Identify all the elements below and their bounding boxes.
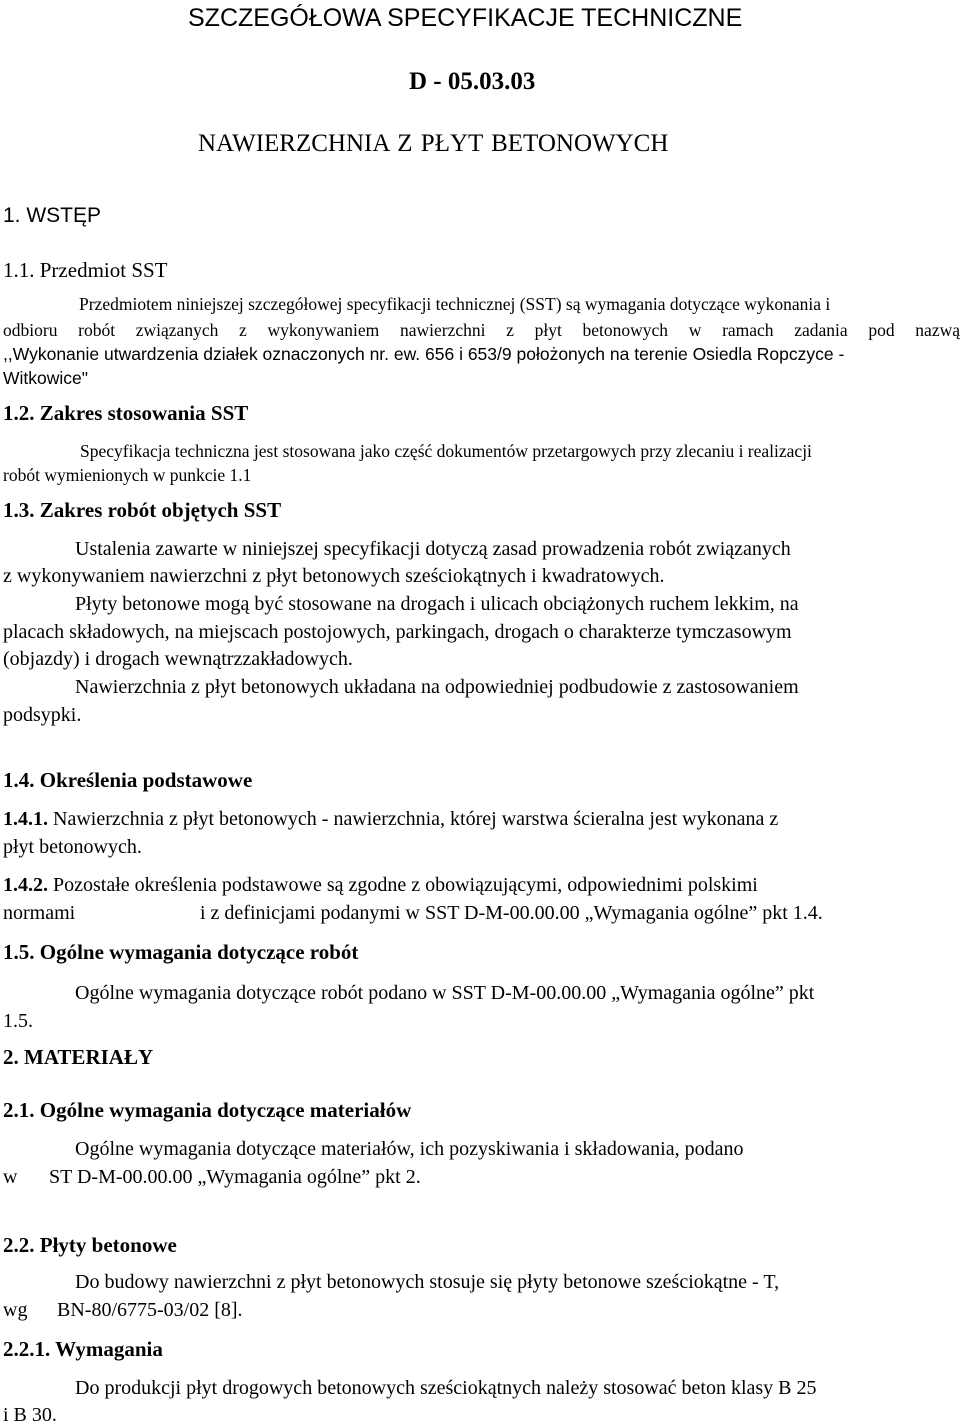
section-1-3-p2-line-1: Płyty betonowe mogą być stosowane na drogach i ulicach obciążonych ruchem lekkim, na — [75, 593, 799, 615]
definition-1-4-2-line-2-right: i z definicjami podanymi w SST D-M-00.00.00 „Wymagania ogólne” pkt 1.4. — [200, 902, 823, 924]
section-1-2-heading: 1.2. Zakres stosowania SST — [3, 401, 249, 425]
document-subtitle: NAWIERZCHNIA Z PŁYT BETONOWYCH — [198, 130, 669, 157]
section-2-2-1-line-1: Do produkcji płyt drogowych betonowych sześciokątnych należy stosować beton klasy B 25 — [75, 1377, 817, 1399]
section-2-2-1-heading: 2.2.1. Wymagania — [3, 1337, 163, 1361]
section-2-heading: 2. MATERIAŁY — [3, 1045, 154, 1069]
section-1-2-line-2: robót wymienionych w punkcie 1.1 — [3, 465, 252, 485]
section-1-1-line-2: odbioru robót związanych z wykonywaniem nawierzchni z płyt betonowych w ramach zadania pod nazwą — [3, 320, 960, 340]
definition-1-4-2 — [3, 874, 758, 897]
section-1-1-line-1: Przedmiotem niniejszej szczegółowej specyfikacji technicznej (SST) są wymagania dotyczące wykonania i — [79, 294, 831, 314]
section-1-1-line-3: ,,Wykonanie utwardzenia działek oznaczonych nr. ew. 656 i 653/9 położonych na terenie Osiedla Ropczyce - — [3, 344, 845, 364]
section-2-2-line-1: Do budowy nawierzchni z płyt betonowych stosuje się płyty betonowe sześciokątne - T, — [75, 1271, 780, 1293]
definition-1-4-2-line-2-left: normami — [3, 902, 76, 924]
definition-1-4-1-text: Nawierzchnia z płyt betonowych - nawierzchnia, której warstwa ścieralna jest wykonana z — [53, 808, 779, 830]
definition-1-4-1-number: 1.4.1. — [3, 808, 48, 830]
section-1-3-p1-line-1: Ustalenia zawarte w niniejszej specyfikacji dotyczą zasad prowadzenia robót związanych — [75, 538, 791, 560]
definition-1-4-2-text: Pozostałe określenia podstawowe są zgodne z obowiązującymi, odpowiednimi polskimi — [53, 874, 758, 896]
section-2-1-line-2-left: w — [3, 1166, 18, 1188]
section-2-2-heading: 2.2. Płyty betonowe — [3, 1233, 177, 1257]
section-1-1-heading: 1.1. Przedmiot SST — [3, 258, 168, 282]
section-2-1-line-2-right: ST D-M-00.00.00 „Wymagania ogólne” pkt 2. — [49, 1166, 421, 1188]
definition-1-4-2-number: 1.4.2. — [3, 874, 48, 896]
section-2-1-heading: 2.1. Ogólne wymagania dotyczące materiałów — [3, 1098, 412, 1122]
section-1-5-heading: 1.5. Ogólne wymagania dotyczące robót — [3, 940, 359, 964]
document-code: D - 05.03.03 — [409, 68, 536, 95]
document-title: SZCZEGÓŁOWA SPECYFIKACJE TECHNICZNE — [188, 4, 743, 32]
section-2-1-line-1: Ogólne wymagania dotyczące materiałów, ich pozyskiwania i składowania, podano — [75, 1138, 744, 1160]
section-1-3-p2-line-2: placach składowych, na miejscach postojowych, parkingach, drogach o charakterze tymczasowym — [3, 621, 792, 643]
section-1-3-heading: 1.3. Zakres robót objętych SST — [3, 498, 282, 522]
section-1-3-p2-line-3: (objazdy) i drogach wewnątrzzakładowych. — [3, 648, 353, 670]
definition-1-4-1-line-2: płyt betonowych. — [3, 836, 142, 858]
section-1-3-p3-line-1: Nawierzchnia z płyt betonowych układana na odpowiedniej podbudowie z zastosowaniem — [75, 676, 799, 698]
section-2-2-line-2-left: wg — [3, 1299, 28, 1321]
section-1-5-line-2: 1.5. — [3, 1010, 33, 1032]
section-1-1-line-4: Witkowice" — [3, 368, 88, 388]
section-1-heading: 1. WSTĘP — [3, 204, 102, 227]
definition-1-4-1 — [3, 808, 778, 831]
section-1-3-p1-line-2: z wykonywaniem nawierzchni z płyt betonowych sześciokątnych i kwadratowych. — [3, 565, 665, 587]
section-1-3-p3-line-2: podsypki. — [3, 704, 82, 726]
section-1-2-line-1: Specyfikacja techniczna jest stosowana jako część dokumentów przetargowych przy zlecaniu i realizacji — [80, 441, 812, 461]
section-2-2-line-2-right: BN-80/6775-03/02 [8]. — [57, 1299, 243, 1321]
section-2-2-1-line-2: i B 30. — [3, 1404, 57, 1426]
section-1-5-line-1: Ogólne wymagania dotyczące robót podano w SST D-M-00.00.00 „Wymagania ogólne” pkt — [75, 982, 815, 1004]
section-1-4-heading: 1.4. Określenia podstawowe — [3, 768, 253, 792]
